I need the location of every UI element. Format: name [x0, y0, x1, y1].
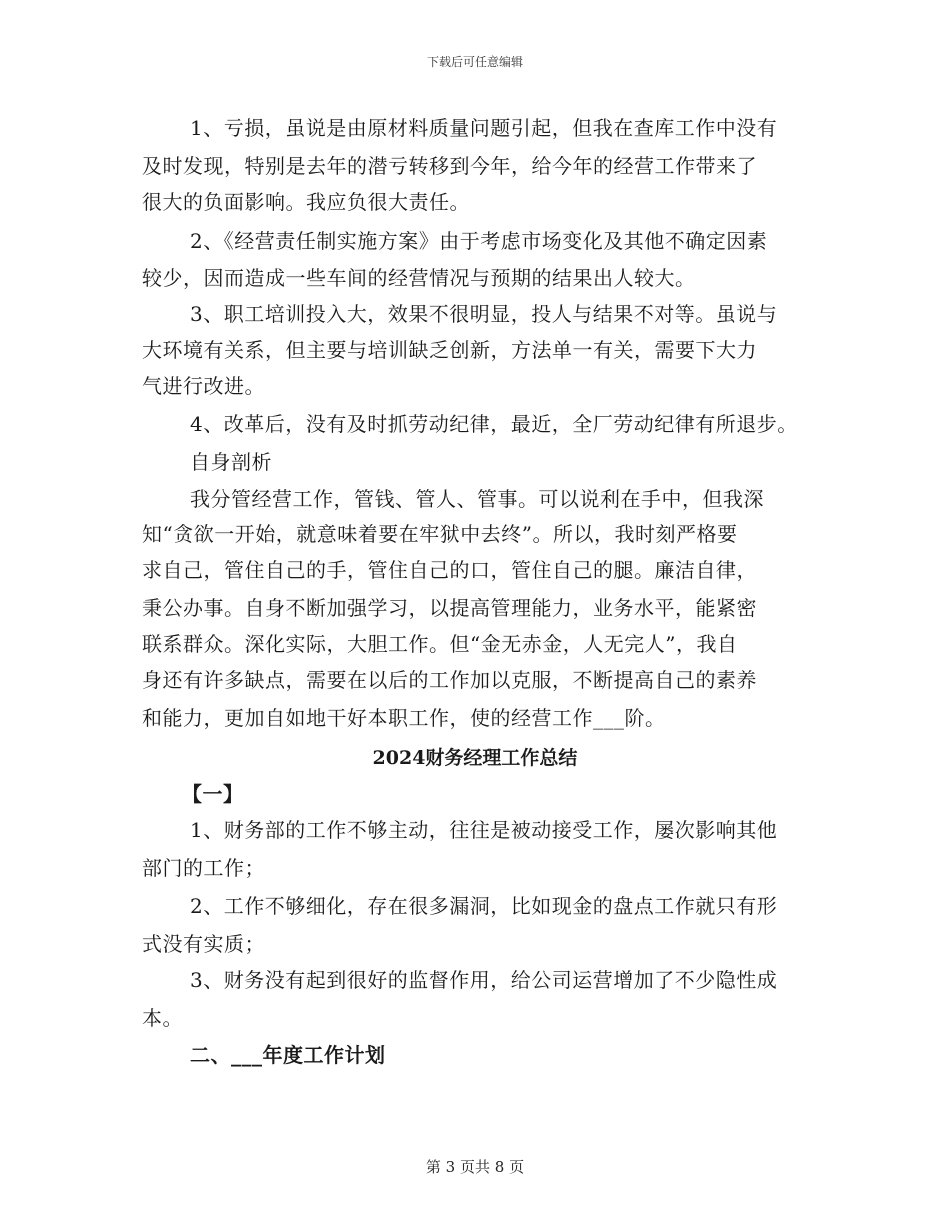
paragraph-line: 和能力，更加自如地干好本职工作，使的经营工作___阶。: [142, 706, 666, 730]
paragraph-line: 本。: [142, 1006, 183, 1030]
paragraph-line: 4、改革后，没有及时抓劳动纪律，最近，全厂劳动纪律有所退步。: [190, 412, 798, 436]
paragraph-line: 我分管经营工作，管钱、管人、管事。可以说利在手中，但我深: [190, 487, 764, 511]
section-title: 2024财务经理工作总结: [372, 747, 578, 769]
paragraph-line: 式没有实质；: [142, 932, 265, 956]
paragraph-line: 很大的负面影响。我应负很大责任。: [142, 190, 470, 214]
paragraph-line: 秉公办事。自身不断加强学习，以提高管理能力，业务水平，能紧密: [142, 596, 757, 620]
page-header: 下载后可任意编辑: [426, 55, 523, 69]
paragraph-line: 知“贪欲一开始，就意味着要在牢狱中去终”。所以，我时刻严格要: [142, 522, 738, 546]
paragraph-line: 求自己，管住自己的手，管住自己的口，管住自己的腿。廉洁自律，: [142, 558, 757, 582]
paragraph-line: 3、财务没有起到很好的监督作用，给公司运营增加了不少隐性成: [190, 968, 778, 992]
paragraph-line: 及时发现，特别是去年的潜亏转移到今年，给今年的经营工作带来了: [142, 154, 757, 178]
section-marker: 【一】: [182, 782, 244, 806]
paragraph-line: 身还有许多缺点，需要在以后的工作加以克服，不断提高自己的素养: [142, 668, 757, 692]
paragraph-line: 3、职工培训投入大，效果不很明显，投人与结果不对等。虽说与: [190, 302, 778, 326]
paragraph-line: 大环境有关系，但主要与培训缺乏创新，方法单一有关，需要下大力: [142, 338, 757, 362]
paragraph-line: 部门的工作；: [142, 856, 265, 880]
subheading-self-analysis: 自身剖析: [190, 450, 272, 474]
paragraph-line: 1、财务部的工作不够主动，往往是被动接受工作，屡次影响其他: [190, 818, 778, 842]
subheading-annual-plan: 二、___年度工作计划: [190, 1043, 386, 1067]
paragraph-line: 联系群众。深化实际，大胆工作。但“金无赤金，人无完人”，我自: [142, 632, 738, 656]
page-footer: 第 3 页共 8 页: [425, 1158, 525, 1176]
paragraph-line: 2、《经营责任制实施方案》由于考虑市场变化及其他不确定因素: [190, 229, 768, 253]
paragraph-line: 1、亏损，虽说是由原材料质量问题引起，但我在查库工作中没有: [190, 116, 778, 140]
paragraph-line: 较少，因而造成一些车间的经营情况与预期的结果出人较大。: [142, 266, 696, 290]
paragraph-line: 2、工作不够细化，存在很多漏洞，比如现金的盘点工作就只有形: [190, 894, 778, 918]
paragraph-line: 气进行改进。: [142, 374, 265, 398]
